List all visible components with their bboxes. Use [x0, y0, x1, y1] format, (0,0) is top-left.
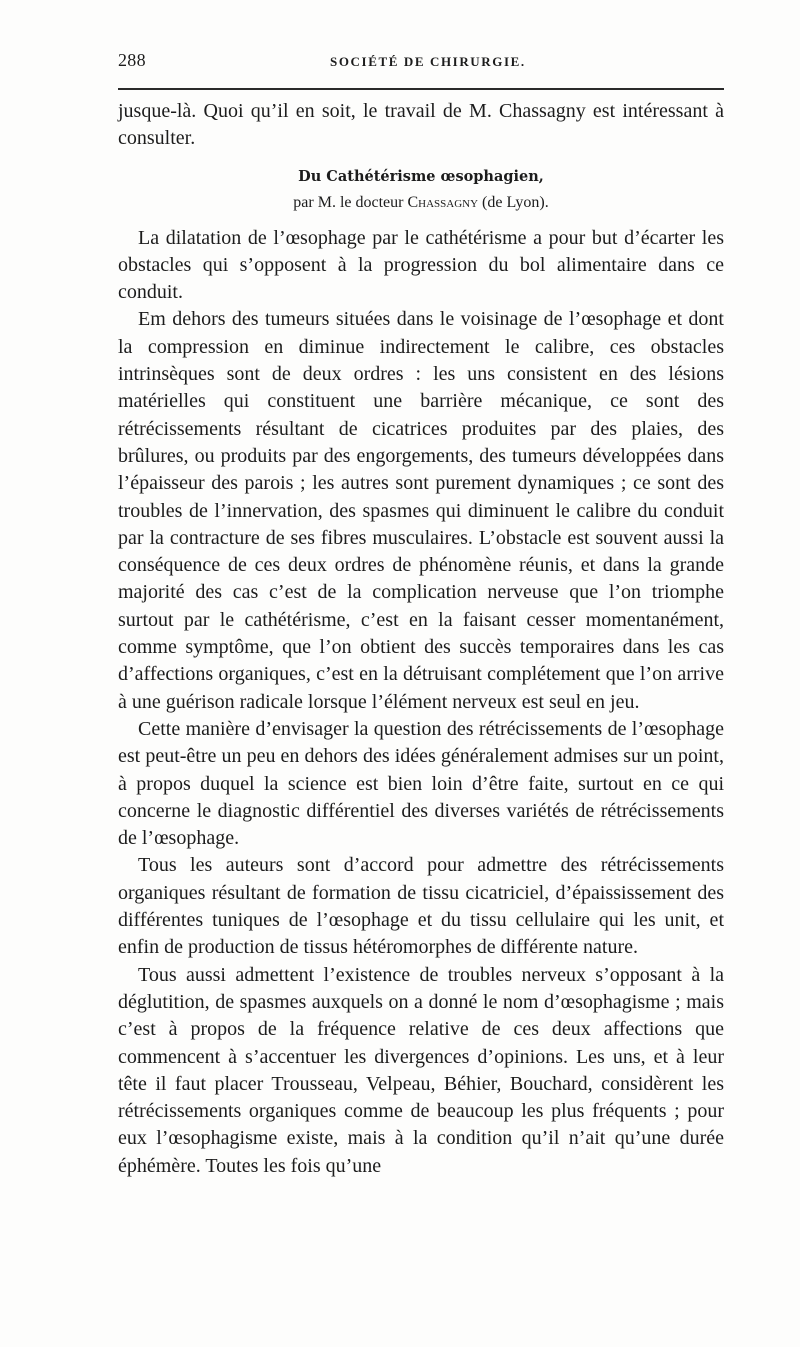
paragraph: Cette manière d’envisager la question des rétrécissements de l’œsophage est peut-être un peu en dehors des idées généralement admises sur un point, à propos duquel la science est bien loin d’être faite, surtout en ce qui concerne le diagnostic différentiel des diverses variétés de rétrécissements de l’œsophage. — [118, 717, 724, 850]
continued-paragraph: jusque-là. Quoi qu’il en soit, le travail de M. Chassagny est intéressant à consulter. — [118, 100, 724, 150]
paragraph: Tous aussi admettent l’existence de troubles nerveux s’opposant à la déglutition, de spasmes auxquels on a donné le nom d’œsophagisme ; mais c’est à propos de la fréquence relative de ces deux affections que commencent à s’accentuer les divergences d’opinions. Les uns, et à leur tête il faut placer Trousseau, Velpeau, Béhier, Bouchard, considèrent les rétrécissements organiques comme de beaucoup les plus fréquents ; pour eux l’œsophagisme existe, mais à la condition qu’il n’ait qu’une durée éphémère. Toutes les fois qu’une — [118, 963, 724, 1177]
paragraph: La dilatation de l’œsophage par le cathétérisme a pour but d’écarter les obstacles qui s’opposent à la progression du bol alimentaire dans ce conduit. — [118, 226, 724, 304]
running-head: SOCIÉTÉ DE CHIRURGIE. — [330, 54, 526, 69]
byline-prefix: par M. le docteur — [293, 193, 408, 211]
paragraph: Em dehors des tumeurs situées dans le voisinage de l’œsophage et dont la compression en diminue indirectement le calibre, ces obstacles intrinsèques sont de deux ordres : les uns consistent en des lésions matérielles qui constituent une barrière mécanique, ce sont des rétrécissements résultant de cicatrices produites par des plaies, des brûlures, ou produits par des engorgements, des tumeurs développées dans l’épaisseur des parois ; les autres sont purement dynamiques ; ce sont des troubles de l’innervation, des spasmes qui diminuent le calibre du conduit par la contracture de ses fibres musculaires. L’obstacle est souvent aussi la conséquence de ces deux ordres de phénomène réunis, et dans la grande majorité des cas c’est de la complication nerveuse que l’on triomphe surtout par le cathétérisme, c’est en la faisant cesser momentanément, comme symptôme, que l’on obtient des succès temporaires dans les cas d’affections organiques, c’est en la détruisant complétement que l’on arrive à une guérison radicale lorsque l’élément nerveux est seul en jeu. — [118, 308, 724, 713]
paragraph: Tous les auteurs sont d’accord pour admettre des rétrécissements organiques résultant de formation de tissu cicatriciel, d’épaississement des différentes tuniques de l’œsophage et du tissu cellulaire qui les unit, et enfin de production de tissus hétéromorphes de différente nature. — [118, 854, 724, 959]
byline-suffix: (de Lyon). — [478, 193, 549, 211]
page-header — [118, 50, 724, 74]
body-text — [118, 98, 724, 1180]
page-number: 288 — [118, 50, 146, 70]
section-byline — [118, 193, 724, 213]
byline-author: Chassagny — [407, 193, 479, 211]
section-title: Du Cathétérisme œsophagien, — [298, 167, 544, 185]
header-rule — [118, 88, 724, 90]
